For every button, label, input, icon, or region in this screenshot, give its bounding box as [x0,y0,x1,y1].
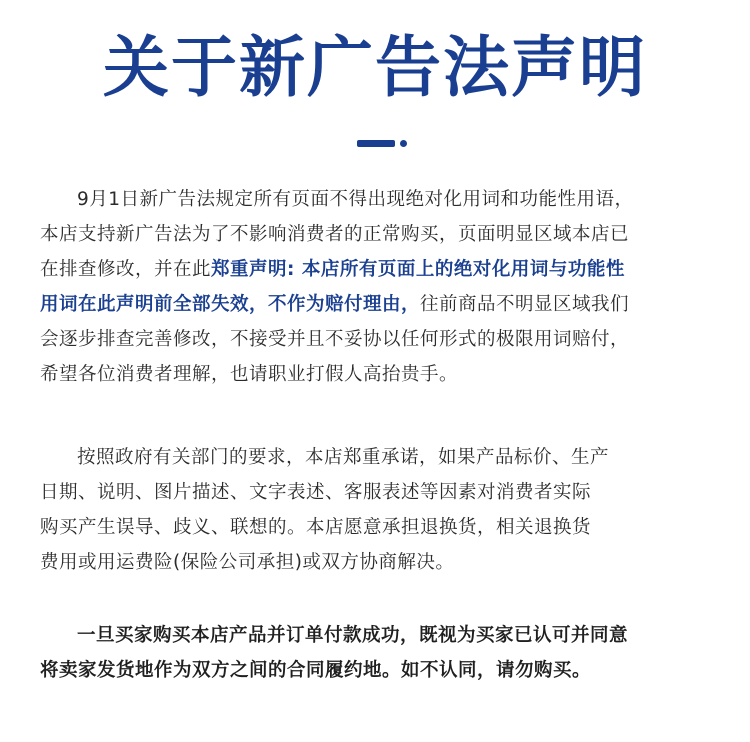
text-line: 会逐步排查完善修改，不接受并且不妥协以任何形式的极限用词赔付， [40,329,630,350]
text-line [40,287,730,322]
notice-paragraph-1 [40,182,730,392]
page-title: 关于新广告法声明 [103,29,647,106]
text-line: 9月1日新广告法规定所有页面不得出现绝对化用词和功能性用语， [77,189,634,210]
text-line: 希望各位消费者理解，也请职业打假人高抬贵手。 [40,364,459,385]
notice-paragraph-3 [40,618,730,688]
title-divider-dot [400,140,407,147]
text-line: 日期、说明、图片描述、文字表述、客服表述等因素对消费者实际 [40,482,592,503]
title-divider [357,140,395,147]
text-line: 按照政府有关部门的要求，本店郑重承诺，如果产品标价、生产 [77,447,610,468]
highlighted-statement: 郑重声明: 本店所有页面上的绝对化用词与功能性 [211,259,625,280]
text-line: 一旦买家购买本店产品并订单付款成功，既视为买家已认可并同意 [77,625,629,646]
notice-paragraph-2 [40,440,710,580]
text-line [40,252,730,287]
text-segment: 在排查修改，并在此 [40,259,212,280]
text-line: 购买产生误导、歧义、联想的。本店愿意承担退换货，相关退换货 [40,517,592,538]
text-line: 将卖家发货地作为双方之间的合同履约地。如不认同，请勿购买。 [40,660,592,681]
highlighted-statement: 用词在此声明前全部失效，不作为赔付理由， [40,294,421,315]
text-segment: 往前商品不明显区域我们 [420,294,630,315]
text-line: 费用或用运费险(保险公司承担)或双方协商解决。 [40,552,455,573]
text-line: 本店支持新广告法为了不影响消费者的正常购买，页面明显区域本店已 [40,224,630,245]
